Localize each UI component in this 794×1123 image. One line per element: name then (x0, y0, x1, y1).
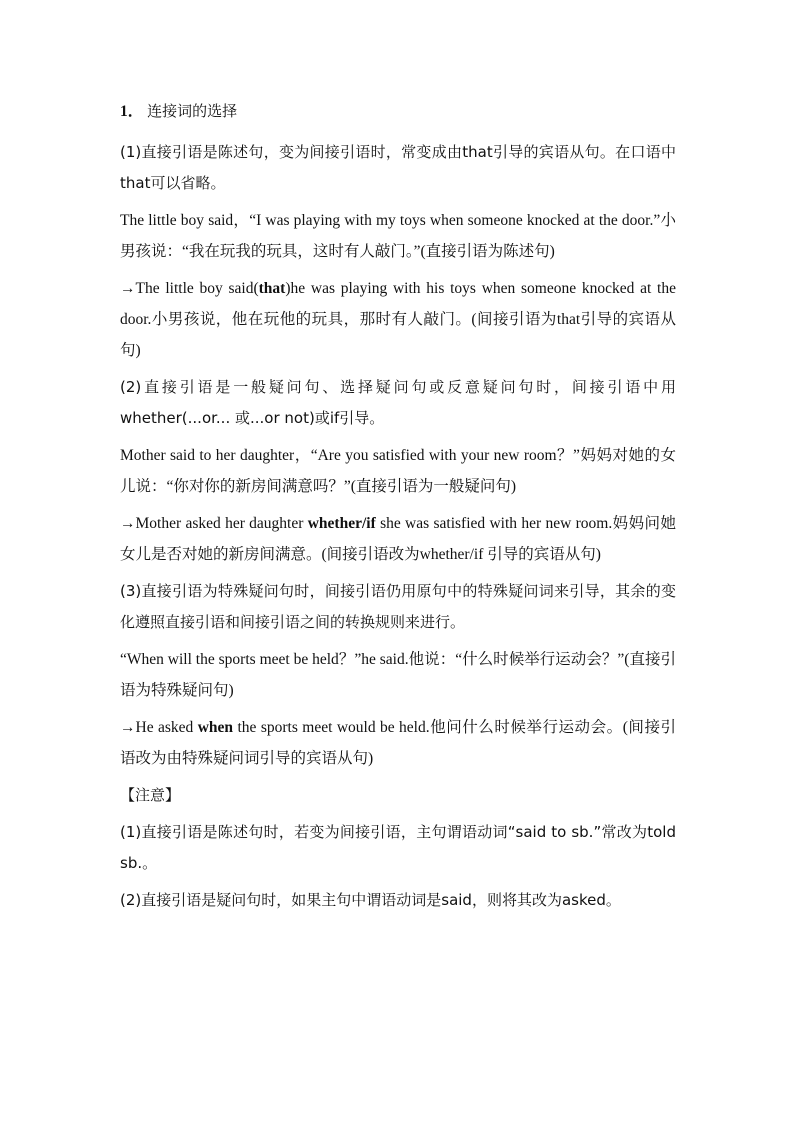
example-indirect-2 (120, 508, 676, 570)
example-direct-3: “When will the sports meet be held？”he said.他说：“什么时候举行运动会？”(直接引语为特殊疑问句) (120, 651, 676, 699)
example-direct-2: Mother said to her daughter，“Are you satisfied with your new room？”妈妈对她的女儿说：“你对你的新房间满意吗？”(直接引语为一般疑问句) (120, 447, 676, 495)
heading-number: 1． (120, 103, 144, 120)
example-text-pre: →He asked (120, 719, 198, 736)
example-text-pre: →The little boy said( (120, 280, 259, 297)
example-keyword: whether/if (307, 515, 376, 532)
rule-paragraph-3: (3)直接引语为特殊疑问句时，间接引语仍用原句中的特殊疑问词来引导，其余的变化遵照直接引语和间接引语之间的转换规则来进行。 (120, 582, 676, 631)
example-indirect-3 (120, 712, 676, 774)
note-item-2: (2)直接引语是疑问句时，如果主句中谓语动词是said，则将其改为asked。 (120, 891, 621, 909)
example-keyword: when (197, 719, 234, 736)
note-title: 【注意】 (120, 786, 181, 804)
document-content (120, 96, 676, 922)
rule-paragraph-2: (2)直接引语是一般疑问句、选择疑问句或反意疑问句时，间接引语中用whether(...or... 或...or not)或if引导。 (120, 378, 676, 427)
example-text-post: )he was playing with his toys when someone knocked at the door.小男孩说，他在玩他的玩具，那时有人敲门。(间接引语为that引导的宾语从句) (120, 280, 676, 359)
example-direct-1: The little boy said，“I was playing with my toys when someone knocked at the door.”小男孩说：“我在玩我的玩具，这时有人敲门。”(直接引语为陈述句) (120, 212, 676, 260)
heading-title: 连接词的选择 (147, 102, 238, 120)
example-keyword: that (258, 280, 286, 297)
note-item-1: (1)直接引语是陈述句时，若变为间接引语，主句谓语动词“said to sb.”常改为told sb.。 (120, 823, 676, 872)
rule-paragraph-1: (1)直接引语是陈述句，变为间接引语时，常变成由that引导的宾语从句。在口语中that可以省略。 (120, 143, 676, 192)
example-text-pre: →Mother asked her daughter (120, 515, 308, 532)
section-heading (120, 96, 676, 127)
example-text-post: the sports meet would be held.他问什么时候举行运动会。(间接引语改为由特殊疑问词引导的宾语从句) (120, 719, 676, 767)
example-indirect-1 (120, 273, 676, 366)
example-text-post: she was satisfied with her new room.妈妈问她女儿是否对她的新房间满意。(间接引语改为whether/if 引导的宾语从句) (120, 515, 676, 563)
